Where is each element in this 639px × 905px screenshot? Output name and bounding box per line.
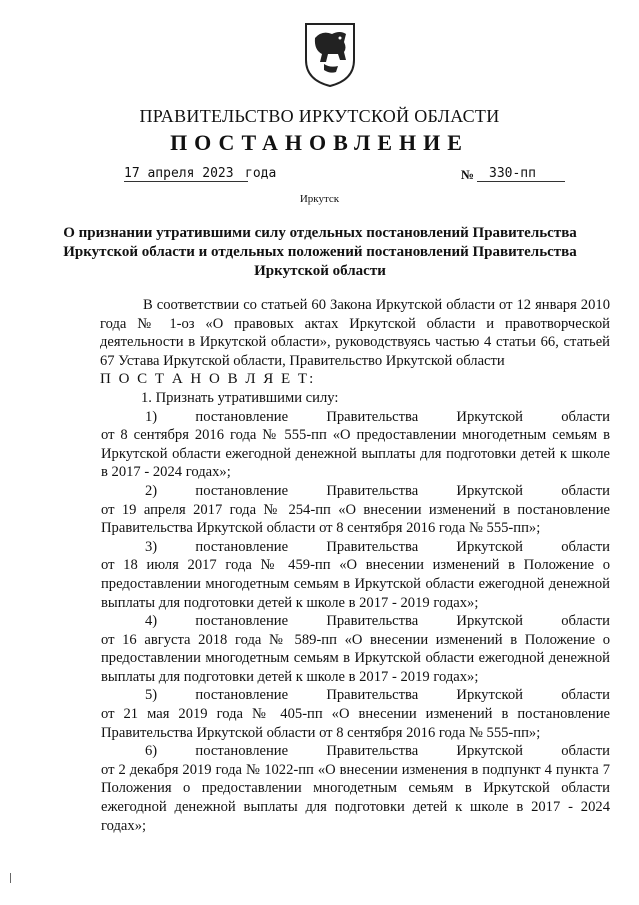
document-type-title: ПОСТАНОВЛЕНИЕ	[170, 130, 469, 155]
item-word: постановление	[195, 538, 289, 555]
document-body	[101, 296, 610, 835]
list-item-head	[101, 538, 610, 557]
item-number: 6)	[145, 743, 158, 760]
item-word: постановление	[195, 687, 289, 704]
item-text: от 16 августа 2018 года № 589-пп «О внесении изменений в Положение о предоставлении многодетным семьям в Иркутской области ежегодной денежной выплаты для подготовки детей к школе в 2017 - 2019 годах»;	[101, 631, 610, 685]
item-number: 4)	[145, 613, 158, 630]
item-word: Правительства	[326, 538, 419, 555]
item-word: Иркутской	[456, 687, 523, 704]
item-word: Правительства	[326, 408, 419, 425]
list-item-head	[101, 408, 610, 427]
item-text: от 21 мая 2019 года № 405-пп «О внесении изменений в постановление Правительства Иркутской области от 8 сентября 2016 года № 555-пп»;	[101, 706, 610, 741]
decree-word: П О С Т А Н О В Л Я Е Т:	[100, 371, 316, 388]
list-item	[101, 482, 610, 538]
item-text: от 8 сентября 2016 года № 555-пп «О предоставлении многодетным семьям в Иркутской области ежегодной денежной выплаты для подготовки детей к школе в 2017 - 2024 годах»;	[101, 427, 610, 481]
date-suffix: года	[245, 166, 277, 181]
item-word: области	[561, 482, 610, 499]
item-word: Иркутской	[456, 408, 523, 425]
list-item	[101, 742, 610, 835]
item-word: постановление	[195, 613, 289, 630]
item-text: от 19 апреля 2017 года № 254-пп «О внесении изменений в постановление Правительства Иркутской области от 8 сентября 2016 года № 555-пп»;	[101, 501, 610, 537]
point-1: 1. Признать утратившими силу:	[141, 389, 339, 406]
list-item	[101, 686, 610, 742]
item-word: Правительства	[326, 613, 419, 630]
item-word: Иркутской	[456, 613, 523, 630]
list-item	[101, 408, 610, 482]
item-word: Правительства	[326, 687, 419, 704]
government-name: ПРАВИТЕЛЬСТВО ИРКУТСКОЙ ОБЛАСТИ	[139, 106, 500, 126]
item-word: Иркутской	[456, 482, 523, 499]
preamble: В соответствии со статьей 60 Закона Иркутской области от 12 января 2010 года № 1-оз «О правовых актах Иркутской области и правотворческой деятельности в Иркутской области», руководствуясь частью 4 статьи 66, статьей 67 Устава Иркутской области, Правительство Иркутской области	[100, 297, 610, 369]
item-text: от 18 июля 2017 года № 459-пп «О внесении изменений в Положение о предоставлении многодетным семьям в Иркутской области ежегодной денежной выплаты для подготовки детей к школе в 2017 - 2019 годах»;	[101, 557, 610, 611]
list-item-head	[101, 742, 610, 761]
item-word: области	[561, 538, 610, 555]
item-word: области	[561, 408, 610, 425]
item-number: 3)	[145, 538, 158, 555]
item-word: области	[561, 743, 610, 760]
margin-mark	[10, 873, 11, 883]
document-number: 330-пп	[477, 166, 565, 182]
item-word: Правительства	[326, 482, 419, 499]
item-word: постановление	[195, 482, 289, 499]
document-date: 17 апреля 2023	[124, 166, 248, 182]
coat-of-arms-emblem	[300, 20, 360, 88]
item-word: области	[561, 687, 610, 704]
city: Иркутск	[299, 193, 340, 205]
list-item-head	[101, 686, 610, 705]
number-sign: №	[461, 167, 475, 182]
item-number: 2)	[145, 482, 158, 499]
item-word: постановление	[195, 743, 289, 760]
item-word: Иркутской	[456, 538, 523, 555]
list-item-head	[101, 612, 610, 631]
list-item	[101, 538, 610, 612]
list-item-head	[101, 482, 610, 501]
item-number: 1)	[145, 408, 158, 425]
item-word: Иркутской	[456, 743, 523, 760]
list-item	[101, 612, 610, 686]
item-text: от 2 декабря 2019 года № 1022-пп «О внесении изменения в подпункт 4 пункта 7 Положения о предоставлении многодетным семьям в Иркутской области ежегодной денежной выплаты для подготовки детей к школе в 2017 - 2024 годах»;	[101, 761, 610, 834]
item-word: Правительства	[326, 743, 419, 760]
item-word: постановление	[195, 408, 289, 425]
document-heading: О признании утратившими силу отдельных постановлений Правительства Иркутской области и отдельных положений постановлений Правительства Иркутской области	[63, 225, 577, 279]
item-number: 5)	[145, 687, 158, 704]
item-word: области	[561, 613, 610, 630]
